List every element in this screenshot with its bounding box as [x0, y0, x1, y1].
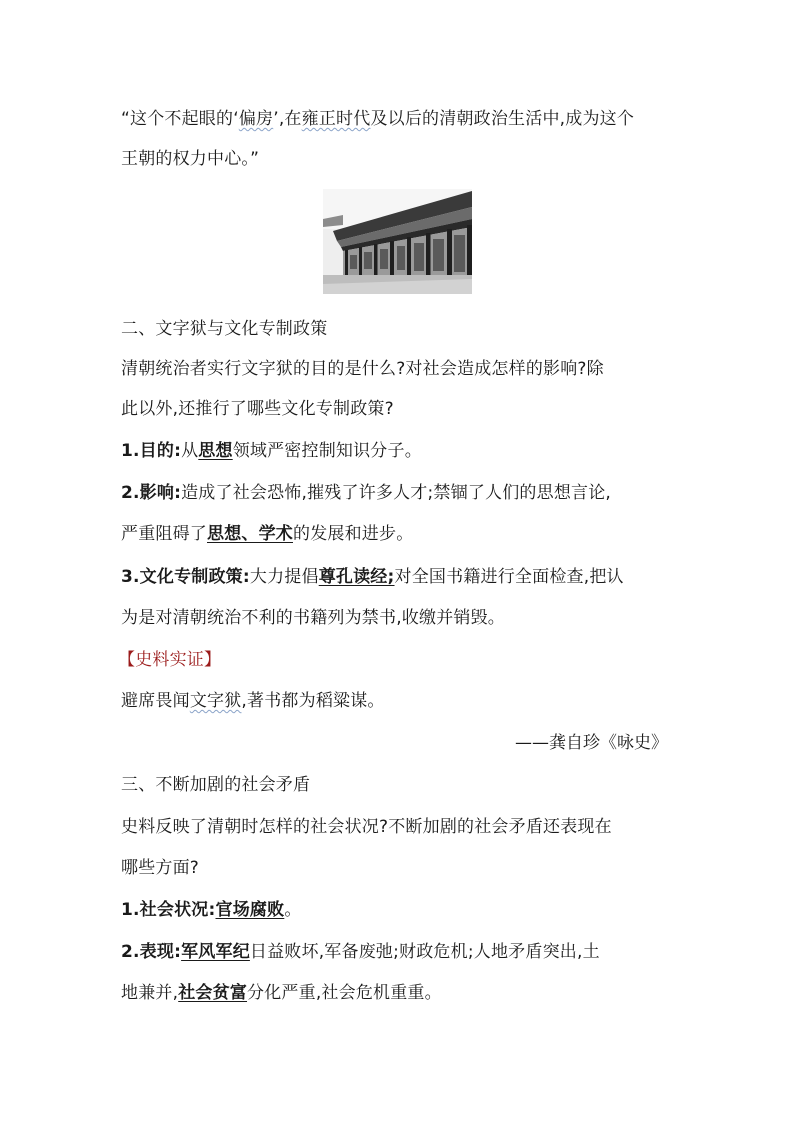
evidence-text: 避席畏闻	[121, 691, 190, 711]
key-term: 尊孔读经;	[318, 567, 395, 587]
point-text: 大力提倡	[249, 567, 319, 587]
point-label: 2.表现:	[121, 942, 182, 962]
section-3-point-2-line-2	[121, 981, 442, 1005]
point-text: 日益败坏,军备废弛;财政危机;人地矛盾突出,土	[249, 942, 600, 962]
quote-text: “这个不起眼的‘	[121, 109, 239, 129]
point-text: 领域严密控制知识分子。	[232, 441, 422, 461]
section-3-question-line-1: 史料反映了清朝时怎样的社会状况?不断加剧的社会矛盾还表现在	[121, 817, 612, 837]
key-term: 思想、学术	[207, 524, 293, 544]
section-2-point-1	[121, 439, 422, 463]
section-3-point-1	[121, 898, 302, 922]
key-term: 社会贫富	[178, 983, 248, 1003]
quote-highlight-pianfang: 偏房	[238, 109, 274, 129]
key-term: 思想	[198, 441, 233, 461]
key-term: 官场腐败	[215, 900, 285, 920]
point-text: 严重阻碍了	[121, 524, 207, 544]
point-text: 。	[284, 900, 302, 920]
point-text: 分化严重,社会危机重重。	[247, 983, 442, 1003]
section-2-point-3-line-2: 为是对清朝统治不利的书籍列为禁书,收缴并销毁。	[121, 608, 506, 628]
point-label: 2.影响:	[121, 483, 182, 503]
palace-corridor-photo	[323, 189, 472, 294]
evidence-tag: 【史料实证】	[118, 650, 222, 670]
quote-highlight-yongzheng: 雍正时代	[301, 109, 371, 129]
quote-text: 及以后的清朝政治生活中,成为这个	[370, 109, 635, 129]
section-3-question-line-2: 哪些方面?	[121, 858, 200, 878]
point-label: 1.社会状况:	[121, 900, 216, 920]
point-text: 的发展和进步。	[293, 524, 414, 544]
section-2-heading: 二、文字狱与文化专制政策	[121, 319, 328, 339]
section-2-question-line-2: 此以外,还推行了哪些文化专制政策?	[121, 399, 394, 419]
point-label: 1.目的:	[121, 441, 182, 461]
quote-line-1	[121, 107, 634, 131]
evidence-highlight: 文字狱	[189, 691, 242, 711]
point-label: 3.文化专制政策:	[121, 567, 250, 587]
section-3-point-2-line-1	[121, 940, 600, 964]
key-term: 军风军纪	[181, 942, 250, 962]
evidence-text: ,著书都为稻粱谋。	[241, 691, 385, 711]
point-text: 对全国书籍进行全面检查,把认	[394, 567, 624, 587]
section-2-point-2-line-2	[121, 522, 413, 546]
point-text: 地兼并,	[121, 983, 179, 1003]
section-2-point-2-line-1	[121, 481, 611, 505]
section-3-heading: 三、不断加剧的社会矛盾	[121, 775, 311, 795]
quote-text: ’,在	[273, 109, 302, 129]
quote-line-2: 王朝的权力中心。”	[121, 149, 260, 169]
evidence-quote	[121, 689, 385, 713]
section-2-question-line-1: 清朝统治者实行文字狱的目的是什么?对社会造成怎样的影响?除	[121, 359, 604, 379]
point-text: 造成了社会恐怖,摧残了许多人才;禁锢了人们的思想言论,	[181, 483, 612, 503]
point-text: 从	[181, 441, 199, 461]
evidence-attribution: ——龚自珍《咏史》	[515, 733, 668, 753]
section-2-point-3-line-1	[121, 565, 624, 589]
